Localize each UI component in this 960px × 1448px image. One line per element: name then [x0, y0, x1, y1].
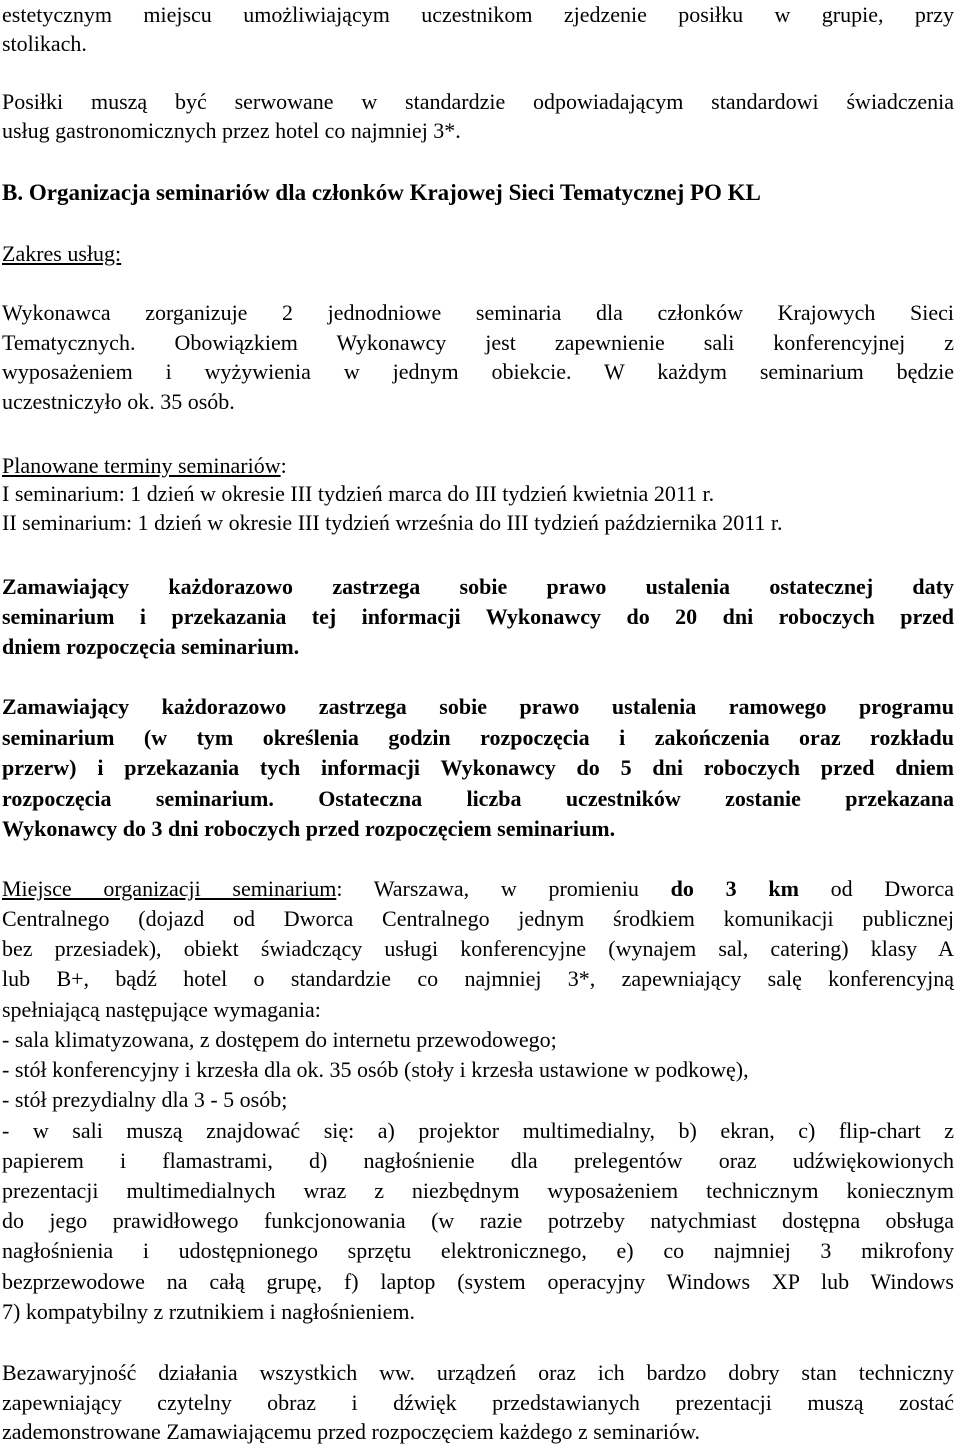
bold-para-2-line-5: Wykonawcy do 3 dni roboczych przed rozpoczęciem seminarium.	[2, 816, 616, 841]
term-1: I seminarium: 1 dzień w okresie III tydzień marca do III tydzień kwietnia 2011 r.	[2, 481, 715, 506]
intro-line-4: usług gastronomicznych przez hotel co najmniej 3*.	[2, 118, 461, 143]
bold-para-2-line-3: przerw) i przekazania tych informacji Wykonawcy do 5 dni roboczych przed dniem	[2, 755, 954, 780]
venue-line-4: lub B+, bądź hotel o standardzie co najmniej 3*, zapewniający salę konferencyjną	[2, 966, 954, 991]
venue-distance: do 3 km	[670, 876, 799, 901]
final-line-3: zademonstrowane Zamawiającemu przed rozpoczęciem każdego z seminariów.	[2, 1419, 700, 1444]
bold-para-2-line-1: Zamawiający każdorazowo zastrzega sobie prawo ustalenia ramowego programu	[2, 694, 954, 719]
term-2: II seminarium: 1 dzień w okresie III tydzień września do III tydzień października 2011 r.	[2, 510, 783, 535]
requirement-4-line-5: nagłośnienia i udostępnionego sprzętu elektronicznego, e) co najmniej 3 mikrofony	[2, 1238, 954, 1263]
requirement-4-line-2: papierem i flamastrami, d) nagłośnienie dla prelegentów oraz udźwiękowionych	[2, 1148, 954, 1173]
requirement-3: - stół prezydialny dla 3 - 5 osób;	[2, 1087, 288, 1112]
final-line-1: Bezawaryjność działania wszystkich ww. urządzeń oraz ich bardzo dobry stan techniczny	[2, 1360, 954, 1385]
venue-line-3: bez przesiadek), obiekt świadczący usługi konferencyjne (wynajem sal, catering) klasy A	[2, 936, 954, 961]
final-line-2: zapewniający czytelny obraz i dźwięk przedstawianych prezentacji muszą zostać	[2, 1390, 954, 1415]
scope-label: Zakres usług:	[2, 241, 122, 266]
terms-label-line	[2, 451, 954, 481]
scope-line-1: Wykonawca zorganizuje 2 jednodniowe seminaria dla członków Krajowych Sieci	[2, 300, 954, 325]
requirement-4-line-1: - w sali muszą znajdować się: a) projektor multimedialny, b) ekran, c) flip-chart z	[2, 1118, 954, 1143]
section-heading: B. Organizacja seminariów dla członków Krajowej Sieci Tematycznej PO KL	[2, 180, 761, 205]
requirement-4-line-4: do jego prawidłowego funkcjonowania (w razie potrzeby natychmiast dostępna obsługa	[2, 1208, 954, 1233]
venue-label: Miejsce organizacji seminarium	[2, 876, 337, 901]
venue-line-5: spełniającą następujące wymagania:	[2, 997, 321, 1022]
intro-line-3: Posiłki muszą być serwowane w standardzie odpowiadającym standardowi świadczenia	[2, 89, 954, 114]
venue-line-1-a: : Warszawa, w promieniu	[336, 876, 671, 901]
bold-para-1-line-2: seminarium i przekazania tej informacji Wykonawcy do 20 dni roboczych przed	[2, 604, 954, 629]
requirement-1: - sala klimatyzowana, z dostępem do internetu przewodowego;	[2, 1027, 557, 1052]
venue-line-1	[2, 874, 954, 904]
bold-para-1-line-1: Zamawiający każdorazowo zastrzega sobie prawo ustalenia ostatecznej daty	[2, 574, 954, 599]
scope-line-3: wyposażeniem i wyżywienia w jednym obiekcie. W każdym seminarium będzie	[2, 359, 954, 384]
requirement-2: - stół konferencyjny i krzesła dla ok. 35 osób (stoły i krzesła ustawione w podkowę),	[2, 1057, 749, 1082]
venue-line-1-c: od Dworca	[798, 876, 954, 901]
bold-para-1-line-3: dniem rozpoczęcia seminarium.	[2, 634, 300, 659]
bold-para-2-line-4: rozpoczęcia seminarium. Ostateczna liczba uczestników zostanie przekazana	[2, 786, 954, 811]
requirement-4-line-6: bezprzewodowe na całą grupę, f) laptop (system operacyjny Windows XP lub Windows	[2, 1269, 954, 1294]
scope-line-2: Tematycznych. Obowiązkiem Wykonawcy jest zapewnienie sali konferencyjnej z	[2, 330, 954, 355]
intro-line-1: estetycznym miejscu umożliwiającym uczestnikom zjedzenie posiłku w grupie, przy	[2, 2, 954, 27]
bold-para-2-line-2: seminarium (w tym określenia godzin rozpoczęcia i zakończenia oraz rozkładu	[2, 725, 954, 750]
intro-line-2: stolikach.	[2, 31, 87, 56]
scope-line-4: uczestniczyło ok. 35 osób.	[2, 389, 235, 414]
venue-line-2: Centralnego (dojazd od Dworca Centralnego jednym środkiem komunikacji publicznej	[2, 906, 954, 931]
requirement-4-line-7: 7) kompatybilny z rzutnikiem i nagłośnieniem.	[2, 1299, 416, 1324]
terms-label-colon: :	[280, 453, 287, 478]
terms-label: Planowane terminy seminariów	[2, 453, 281, 478]
requirement-4-line-3: prezentacji multimedialnych wraz z niezbędnym wyposażeniem technicznym koniecznym	[2, 1178, 954, 1203]
